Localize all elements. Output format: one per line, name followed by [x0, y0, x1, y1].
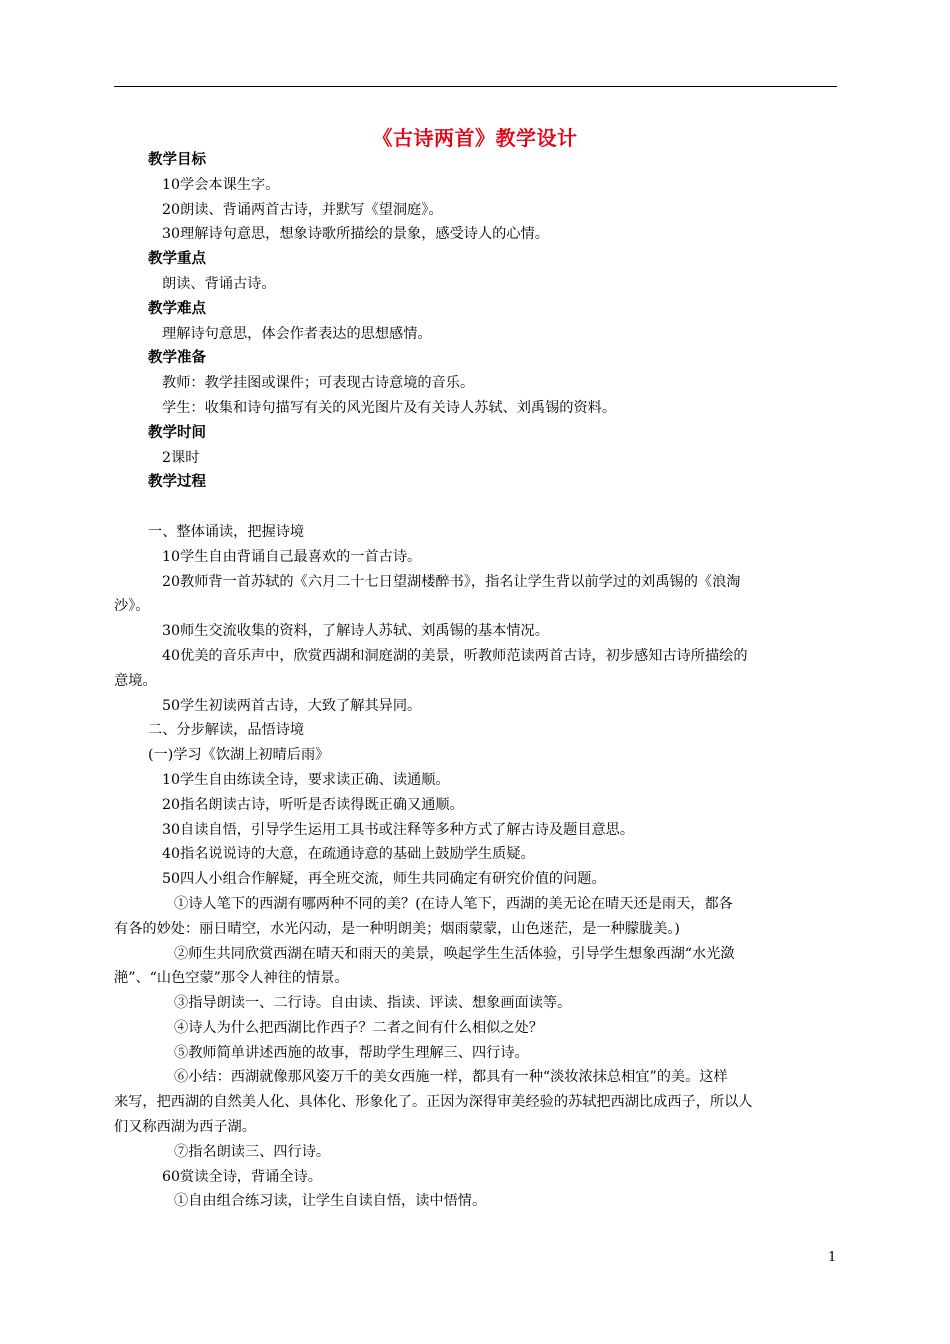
paragraph-line: ⑦指名朗读三、四行诗。: [174, 1143, 331, 1160]
paragraph-line: 们又称西湖为西子湖。: [114, 1119, 256, 1136]
paragraph-line: 二、分步解读，品悟诗境: [148, 722, 305, 739]
section-heading: 教学重点: [148, 250, 206, 268]
paragraph-line: 20朗读、背诵两首古诗，并默写《望洞庭》。: [162, 201, 443, 218]
section-heading: 教学目标: [148, 151, 206, 168]
paragraph-line: ⑤教师简单讲述西施的故事，帮助学生理解三、四行诗。: [174, 1044, 529, 1061]
paragraph-line: (一)学习《饮湖上初晴后雨》: [148, 747, 330, 764]
paragraph-line: ②师生共同欣赏西湖在晴天和雨天的美景，唤起学生生活体验，引导学生想象西湖“水光潋: [174, 945, 735, 962]
paragraph-line: 教师：教学挂图或课件；可表现古诗意境的音乐。: [162, 375, 475, 392]
paragraph-line: 有各的妙处：丽日晴空，水光闪动，是一种明朗美；烟雨蒙蒙，山色迷茫，是一种朦胧美。): [114, 920, 680, 937]
paragraph-line: 30理解诗句意思，想象诗歌所描绘的景象，感受诗人的心情。: [162, 226, 549, 243]
paragraph-line: 2课时: [162, 449, 200, 466]
paragraph-line: 40优美的音乐声中，欣赏西湖和洞庭湖的美景，听教师范读两首古诗，初步感知古诗所描绘的: [162, 647, 748, 664]
paragraph-line: 来写，把西湖的自然美人化、具体化、形象化了。正因为深得审美经验的苏轼把西湖比成西子，所以人: [114, 1094, 753, 1111]
paragraph-line: 沙》。: [114, 598, 150, 615]
paragraph-line: 20指名朗读古诗，听听是否读得既正确又通顺。: [162, 796, 464, 813]
paragraph-line: ⑥小结：西湖就像那风姿万千的美女西施一样，都具有一种“淡妆浓抹总相宜”的美。这样: [174, 1069, 728, 1086]
section-heading: 教学难点: [148, 299, 206, 317]
paragraph-line: 20教师背一首苏轼的《六月二十七日望湖楼醉书》，指名让学生背以前学过的刘禹锡的《浪淘: [162, 573, 741, 590]
paragraph-line: 滟”、“山色空蒙”那令人神往的情景。: [114, 970, 349, 987]
paragraph-line: 一、整体诵读，把握诗境: [148, 523, 305, 540]
paragraph-line: 学生：收集和诗句描写有关的风光图片及有关诗人苏轼、刘禹锡的资料。: [162, 399, 617, 416]
paragraph-line: ①诗人笔下的西湖有哪两种不同的美？(在诗人笔下，西湖的美无论在晴天还是雨天，都各: [174, 895, 733, 912]
document-title: 《古诗两首》教学设计: [372, 126, 578, 150]
page-number: 1: [828, 1250, 837, 1265]
paragraph-line: 40指名说说诗的大意，在疏通诗意的基础上鼓励学生质疑。: [162, 846, 535, 863]
document-body: [114, 148, 837, 1214]
paragraph-line: 30自读自悟，引导学生运用工具书或注释等多种方式了解古诗及题目意思。: [162, 821, 635, 838]
paragraph-line: 朗读、背诵古诗。: [162, 275, 276, 292]
paragraph-line: 50四人小组合作解疑，再全班交流，师生共同确定有研究价值的问题。: [162, 871, 606, 888]
section-heading: 教学准备: [148, 349, 206, 367]
paragraph-line: 60赏读全诗，背诵全诗。: [162, 1168, 322, 1185]
paragraph-line: 理解诗句意思，体会作者表达的思想感情。: [162, 325, 432, 342]
paragraph-line: 30师生交流收集的资料，了解诗人苏轼、刘禹锡的基本情况。: [162, 623, 549, 640]
paragraph-line: ①自由组合练习读，让学生自读自悟，读中悟情。: [174, 1193, 487, 1210]
paragraph-line: 意境。: [114, 672, 157, 689]
header-rule: [114, 86, 837, 87]
section-heading: 教学过程: [148, 473, 206, 491]
paragraph-line: ③指导朗读一、二行诗。自由读、指读、评读、想象画面读等。: [174, 995, 572, 1012]
paragraph-line: 50学生初读两首古诗，大致了解其异同。: [162, 697, 422, 714]
paragraph-line: 10学会本课生字。: [162, 176, 280, 193]
blank-line: [114, 495, 837, 520]
section-heading: 教学时间: [148, 423, 206, 441]
paragraph-line: 10学生自由练读全诗，要求读正确、读通顺。: [162, 771, 450, 788]
paragraph-line: ④诗人为什么把西湖比作西子？二者之间有什么相似之处？: [174, 1019, 543, 1036]
paragraph-line: 10学生自由背诵自己最喜欢的一首古诗。: [162, 548, 422, 565]
